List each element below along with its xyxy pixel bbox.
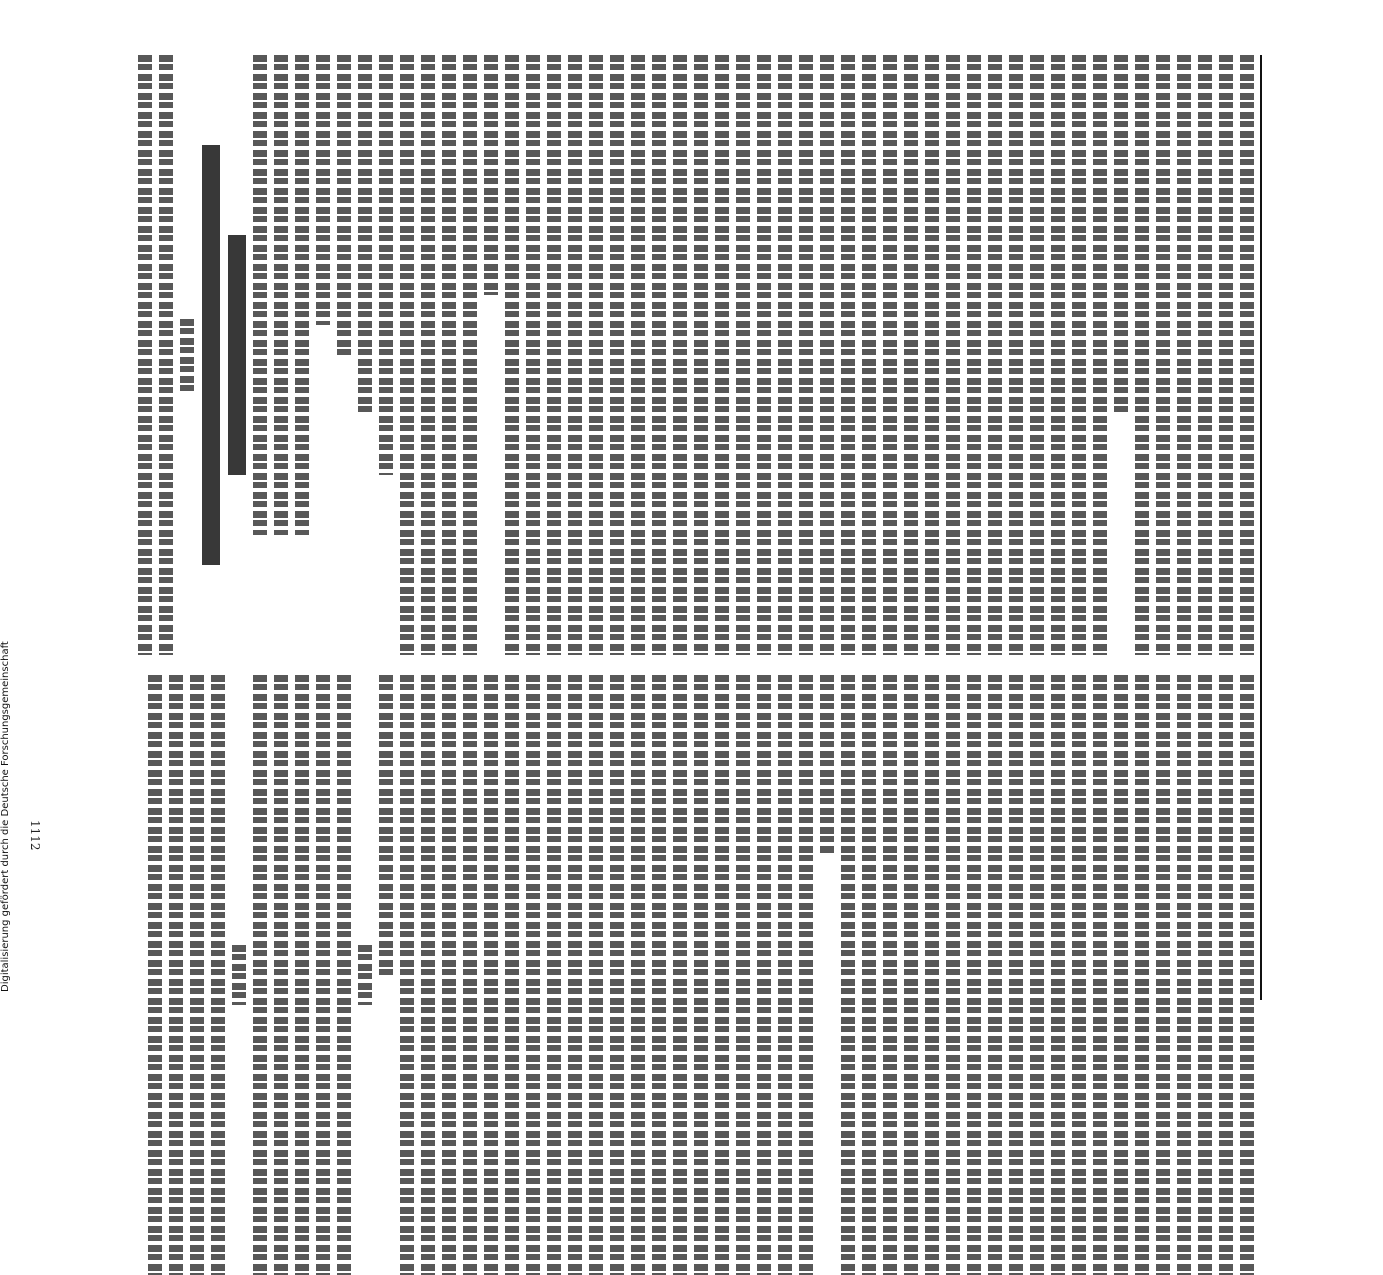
header-rule [1260, 55, 1262, 1000]
scanned-page [60, 55, 1290, 1000]
footer-page-number: 1112 [28, 820, 42, 851]
digitization-credit: Digitalisierung gefördert durch die Deutsche Forschungsgemeinschaft [0, 641, 11, 992]
text-column-right [74, 675, 1254, 1275]
text-column-left [74, 55, 1254, 655]
